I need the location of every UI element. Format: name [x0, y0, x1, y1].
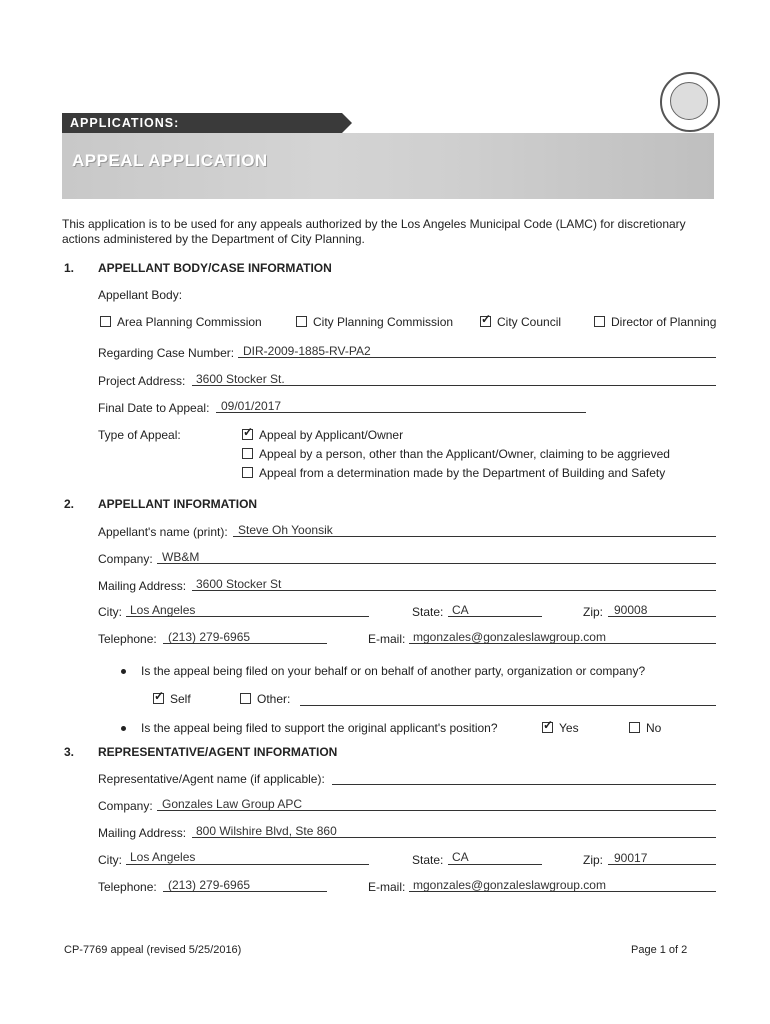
checkbox-icon[interactable] [240, 693, 251, 704]
agent-city-field[interactable]: Los Angeles [130, 850, 196, 864]
section-1-number: 1. [64, 261, 75, 275]
checkbox-icon[interactable] [296, 316, 307, 327]
agent-mailing-label: Mailing Address: [98, 826, 187, 840]
agent-state-field[interactable]: CA [452, 850, 469, 864]
checkbox-icon[interactable] [242, 467, 253, 478]
page-number: Page 1 of 2 [631, 944, 688, 956]
agent-zip-label: Zip: [583, 853, 604, 867]
bullet-icon [121, 669, 126, 674]
agent-company-field[interactable]: Gonzales Law Group APC [162, 797, 303, 811]
zip-field[interactable]: 90008 [614, 603, 648, 617]
telephone-field[interactable]: (213) 279-6965 [168, 630, 251, 644]
case-number-field[interactable]: DIR-2009-1885-RV-PA2 [243, 344, 371, 358]
email-label: E-mail: [368, 632, 406, 646]
appeal-type-applicant[interactable]: ✓ Appeal by Applicant/Owner [242, 428, 403, 442]
question-support: Is the appeal being filed to support the original applicant's position? [141, 721, 498, 735]
agent-email-field[interactable]: mgonzales@gonzaleslawgroup.com [413, 878, 606, 892]
body-option-director[interactable]: Director of Planning [594, 315, 716, 329]
agent-name-label: Representative/Agent name (if applicable): [98, 772, 325, 786]
section-2-number: 2. [64, 497, 75, 511]
intro-text: This application is to be used for any appeals authorized by the Los Angeles Municipal Code (LAMC) for discretionary actions administered by the Department of City Planning. [62, 217, 686, 246]
section-3-title: REPRESENTATIVE/AGENT INFORMATION [98, 745, 338, 759]
agent-email-label: E-mail: [368, 880, 406, 894]
bullet-icon [121, 726, 126, 731]
agent-mailing-field[interactable]: 800 Wilshire Blvd, Ste 860 [196, 824, 337, 838]
body-option-city-council[interactable]: ✓ City Council [480, 315, 561, 329]
checkbox-icon[interactable] [594, 316, 605, 327]
appellant-name-label: Appellant's name (print): [98, 525, 228, 539]
telephone-label: Telephone: [98, 632, 157, 646]
section-3-number: 3. [64, 745, 75, 759]
self-option[interactable]: ✓Self [153, 692, 191, 706]
project-address-label: Project Address: [98, 374, 186, 388]
email-field[interactable]: mgonzales@gonzaleslawgroup.com [413, 630, 606, 644]
question-behalf: Is the appeal being filed on your behalf or on behalf of another party, organization or company? [141, 664, 646, 678]
section-2-title: APPELLANT INFORMATION [98, 497, 258, 511]
no-option[interactable]: No [629, 721, 661, 735]
appeal-type-building-safety[interactable]: Appeal from a determination made by the Department of Building and Safety [242, 466, 665, 480]
checkbox-icon[interactable] [242, 448, 253, 459]
checkbox-checked-icon[interactable] [153, 693, 164, 704]
state-label: State: [412, 605, 444, 619]
agent-city-label: City: [98, 853, 122, 867]
checkbox-checked-icon[interactable] [480, 316, 491, 327]
company-label: Company: [98, 552, 153, 566]
checkbox-icon[interactable] [629, 722, 640, 733]
appeal-type-aggrieved[interactable]: Appeal by a person, other than the Applicant/Owner, claiming to be aggrieved [242, 447, 670, 461]
form-id: CP-7769 appeal (revised 5/25/2016) [64, 944, 242, 956]
agent-state-label: State: [412, 853, 444, 867]
company-field[interactable]: WB&M [162, 550, 200, 564]
checkbox-icon[interactable] [100, 316, 111, 327]
other-option[interactable]: Other: [240, 692, 290, 706]
body-option-city-planning[interactable]: City Planning Commission [296, 315, 453, 329]
appellant-body-label: Appellant Body: [98, 288, 183, 302]
other-field[interactable] [300, 705, 716, 706]
appellant-name-field[interactable]: Steve Oh Yoonsik [238, 523, 333, 537]
case-number-label: Regarding Case Number: [98, 346, 235, 360]
section-1-title: APPELLANT BODY/CASE INFORMATION [98, 261, 332, 275]
agent-zip-field[interactable]: 90017 [614, 851, 648, 865]
agent-telephone-field[interactable]: (213) 279-6965 [168, 878, 251, 892]
body-option-area[interactable]: Area Planning Commission [100, 315, 262, 329]
tab-label: APPLICATIONS: [70, 116, 180, 130]
project-address-field[interactable]: 3600 Stocker St. [196, 372, 285, 386]
mailing-address-label: Mailing Address: [98, 579, 187, 593]
state-field[interactable]: CA [452, 603, 469, 617]
city-label: City: [98, 605, 122, 619]
final-date-field[interactable]: 09/01/2017 [221, 399, 282, 413]
city-seal-icon [660, 72, 720, 132]
city-field[interactable]: Los Angeles [130, 603, 196, 617]
mailing-address-field[interactable]: 3600 Stocker St [196, 577, 282, 591]
section-tab [62, 113, 342, 133]
agent-company-label: Company: [98, 799, 153, 813]
type-of-appeal-label: Type of Appeal: [98, 428, 181, 442]
checkbox-checked-icon[interactable] [242, 429, 253, 440]
checkbox-checked-icon[interactable] [542, 722, 553, 733]
agent-telephone-label: Telephone: [98, 880, 157, 894]
page-title: APPEAL APPLICATION [72, 151, 268, 170]
yes-option[interactable]: ✓ Yes [542, 721, 579, 735]
zip-label: Zip: [583, 605, 604, 619]
final-date-label: Final Date to Appeal: [98, 401, 210, 415]
